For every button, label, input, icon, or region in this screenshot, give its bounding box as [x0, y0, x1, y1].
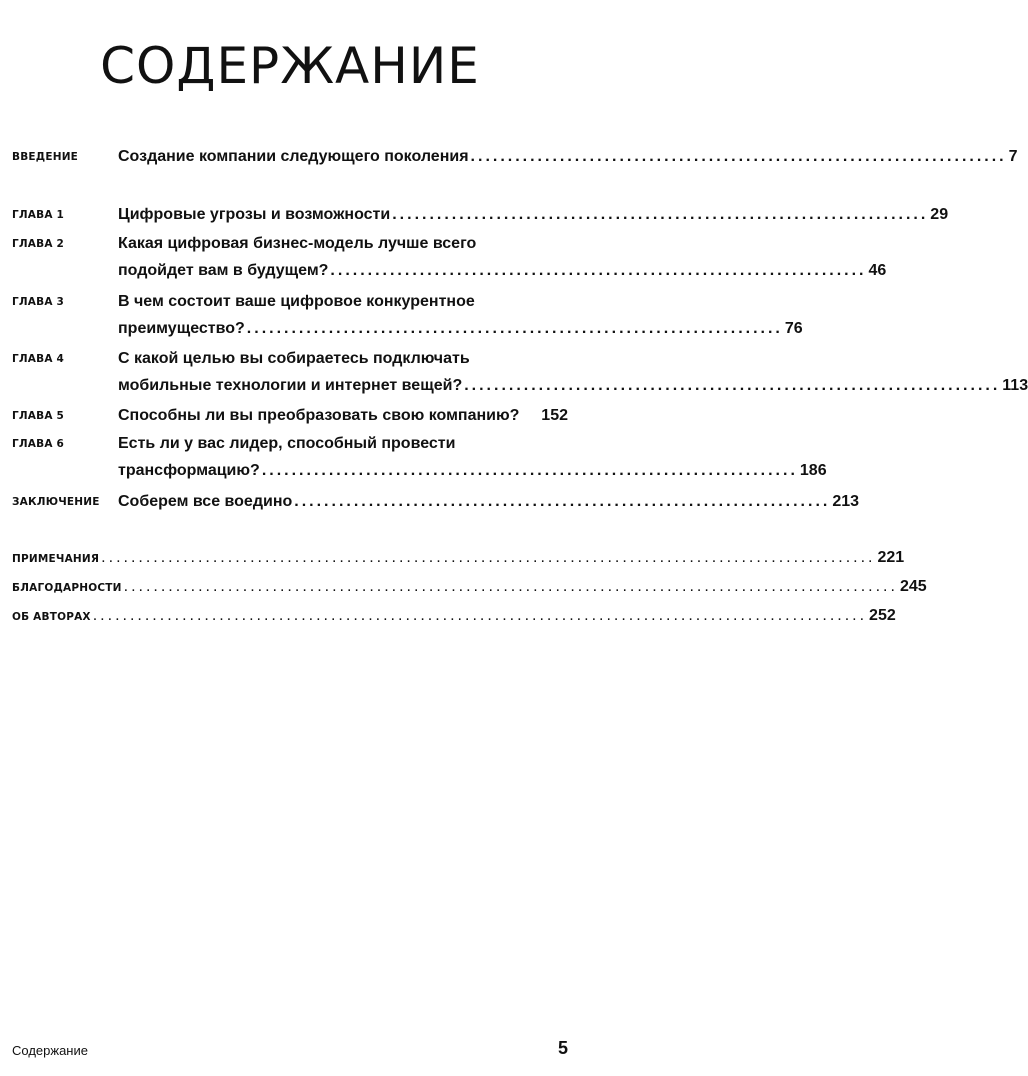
toc-entry-label: ГЛАВА 2 — [12, 238, 65, 250]
toc-page-number: 221 — [877, 549, 905, 566]
toc-entry-notes[interactable] — [12, 545, 905, 571]
dot-leader: ........................................................................ — [261, 462, 798, 479]
page-title: СОДЕРЖАНИЕ — [100, 36, 480, 95]
toc-page-number: 252 — [869, 607, 896, 624]
toc-page-number: 213 — [832, 493, 860, 510]
toc-entry-title-line-2: мобильные технологии и интернет вещей? — [118, 377, 463, 394]
toc-entry-title: Цифровые угрозы и возможности — [118, 206, 391, 223]
dot-leader: ........................................................................ — [470, 148, 1007, 165]
toc-entry-label: БЛАГОДАРНОСТИ — [12, 582, 122, 594]
dot-leader: ........................................................................................................ — [101, 549, 876, 566]
page-number: 5 — [557, 1038, 568, 1058]
toc-entry-about-authors[interactable] — [12, 603, 896, 629]
toc-entry-label: ВВЕДЕНИЕ — [12, 151, 79, 163]
toc-entry-title-line-1: С какой целью вы собираетесь подключать — [118, 350, 470, 367]
toc-entry-title-line-1: В чем состоит ваше цифровое конкурентное — [118, 293, 475, 310]
toc-page-number: 7 — [1008, 148, 1018, 165]
toc-page-number: 113 — [1002, 377, 1028, 394]
toc-page-number: 186 — [799, 462, 827, 479]
toc-entry-label: ГЛАВА 3 — [12, 296, 65, 308]
toc-entry-acknowledgments[interactable] — [12, 574, 927, 600]
toc-entry-title: Соберем все воедино — [118, 493, 293, 510]
toc-entry-title-line-2: преимущество? — [118, 320, 245, 337]
toc-entry-title-line-1: Какая цифровая бизнес-модель лучше всего — [118, 235, 477, 252]
dot-leader: ........................................................................ — [464, 377, 1001, 394]
dot-leader: ........................................................................ — [330, 262, 867, 279]
dot-leader: ........................................................................ — [246, 320, 783, 337]
dot-leader: ........................................................................ — [294, 493, 831, 510]
toc-entry-label: ГЛАВА 6 — [12, 438, 65, 450]
toc-entry-label: ГЛАВА 4 — [12, 353, 65, 365]
toc-page-number: 245 — [899, 578, 927, 595]
running-head: Содержание — [12, 1043, 88, 1058]
toc-page-number: 76 — [784, 320, 803, 337]
toc-page-number: 152 — [541, 407, 568, 424]
toc-entry-label: ЗАКЛЮЧЕНИЕ — [12, 496, 100, 508]
dot-leader: ........................................................................................................ — [123, 578, 898, 595]
toc-entry-label: ОБ АВТОРАХ — [12, 611, 91, 623]
toc-entry-label: ПРИМЕЧАНИЯ — [12, 553, 100, 565]
toc-entry-title-line-2: подойдет вам в будущем? — [118, 262, 329, 279]
toc-entry-title-line-2: трансформацию? — [118, 462, 260, 479]
toc-page-number: 29 — [930, 206, 949, 223]
toc-entry-title: Создание компании следующего поколения — [118, 148, 469, 165]
dot-leader: ........................................................................ — [392, 206, 929, 223]
toc-entry-title-line-1: Есть ли у вас лидер, способный провести — [118, 435, 456, 452]
toc-entry-title: Способны ли вы преобразовать свою компанию? — [118, 407, 520, 424]
toc-entry-label: ГЛАВА 1 — [12, 209, 65, 221]
toc-page-number: 46 — [868, 262, 887, 279]
dot-leader: ........................................................................................................ — [92, 607, 868, 624]
toc-entry-label: ГЛАВА 5 — [12, 410, 65, 422]
